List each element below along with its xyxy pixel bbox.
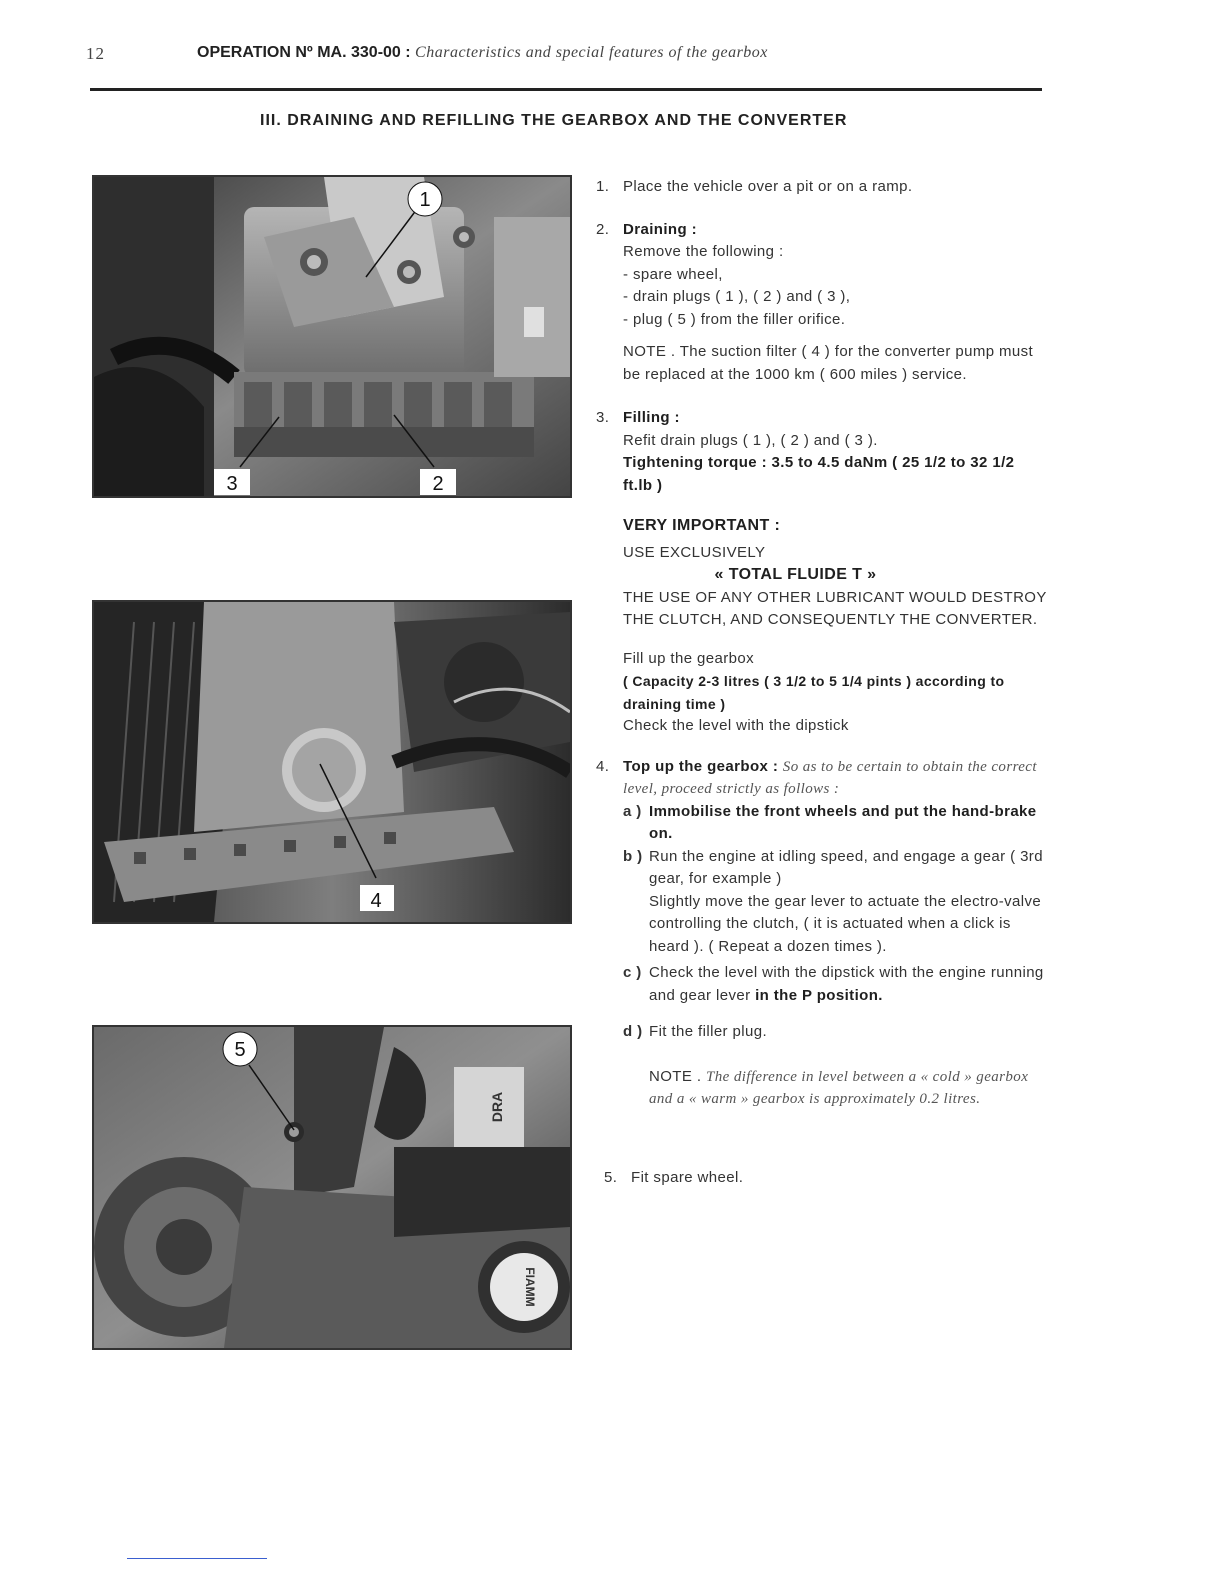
note: NOTE . The suction filter ( 4 ) for the converter pump must be replaced at the 1000 km ( 600 miles ) service.: [623, 343, 1034, 383]
step-2: [598, 219, 1048, 387]
header-rule: [90, 88, 1042, 91]
operation-number: OPERATION Nº MA. 330-00 :: [197, 44, 411, 61]
step-number: 2.: [596, 220, 610, 238]
capacity-text: ( Capacity 2-3 litres ( 3 1/2 to 5 1/4 pints ) according to draining time ): [623, 673, 1005, 712]
step-text: Refit drain plugs ( 1 ), ( 2 ) and ( 3 ).: [623, 431, 878, 449]
use-exclusively: USE EXCLUSIVELY: [623, 543, 766, 561]
step-title: Top up the gearbox :: [623, 757, 779, 775]
step-number: 1.: [596, 178, 610, 195]
list-item: - plug ( 5 ) from the filler orifice.: [623, 310, 846, 328]
note: [623, 1066, 1048, 1111]
footer-rule: [127, 1558, 267, 1559]
check-text: Check the level with the dipstick: [623, 717, 849, 734]
callout-5: 5: [234, 1039, 246, 1061]
sticker-text: DRA: [489, 1091, 505, 1123]
callout-3: 3: [226, 473, 238, 495]
page-number: 12: [86, 44, 105, 63]
figure-drain-plugs: [92, 175, 572, 498]
callout-4: 4: [370, 890, 382, 912]
step-4: [598, 756, 1048, 1111]
step-number: 5.: [604, 1168, 618, 1186]
operation-subtitle: Characteristics and special features of the gearbox: [415, 44, 768, 61]
figure-filler-plug: [92, 1025, 572, 1350]
step-number: 4.: [596, 757, 610, 775]
warning-text: THE USE OF ANY OTHER LUBRICANT WOULD DESTROY THE CLUTCH, AND CONSEQUENTLY THE CONVERTER.: [623, 588, 1047, 628]
badge-text: FIAMM: [523, 1267, 537, 1307]
step-5: [606, 1167, 1056, 1190]
substep-letter: c ): [623, 964, 642, 981]
substep-d: [623, 1021, 1048, 1044]
substep-c: [623, 962, 1048, 1007]
substep-a: [623, 801, 1048, 846]
note-text: The difference in level between a « cold » gearbox and a « warm » gearbox is approximately 0.2 litres.: [649, 1068, 1029, 1107]
step-intro: Remove the following :: [623, 243, 784, 260]
list-item: - drain plugs ( 1 ), ( 2 ) and ( 3 ),: [623, 288, 851, 305]
step-number: 3.: [596, 409, 610, 426]
substep-text: Check the level with the dipstick with the engine running and gear lever: [649, 964, 1044, 1004]
step-3: [598, 407, 1048, 738]
substep-text: Fit the filler plug.: [649, 1023, 768, 1040]
step-title: Draining :: [623, 220, 697, 238]
step-text: Place the vehicle over a pit or on a ramp.: [623, 178, 913, 195]
figure-suction-filter: [92, 600, 572, 924]
substep-letter: b ): [623, 847, 643, 865]
note-label: NOTE .: [649, 1067, 702, 1085]
step-text: Fit spare wheel.: [631, 1168, 744, 1186]
substep-text: Immobilise the front wheels and put the hand-brake on.: [649, 802, 1037, 842]
step-title-rest: So as to be certain to obtain the correct level, proceed strictly as follows :: [623, 758, 1037, 797]
procedure-text: [598, 176, 1048, 1189]
step-1: [598, 176, 1048, 199]
very-important-heading: VERY IMPORTANT :: [623, 517, 781, 534]
substep-text: Slightly move the gear lever to actuate the electro-valve controlling the clutch, ( it is actuated when a click is heard ). ( Repeat a dozen times ).: [649, 892, 1042, 955]
substep-letter: d ): [623, 1023, 643, 1040]
substep-b: [623, 846, 1048, 959]
torque-spec: Tightening torque : 3.5 to 4.5 daNm ( 25 1/2 to 32 1/2 ft.lb ): [623, 454, 1015, 494]
operation-header: [197, 44, 768, 62]
substep-letter: a ): [623, 802, 642, 820]
list-item: - spare wheel,: [623, 265, 723, 283]
fluid-name: « TOTAL FLUIDE T »: [714, 566, 877, 583]
step-title: Filling :: [623, 409, 680, 426]
callout-2: 2: [432, 473, 444, 495]
substep-text-bold: in the P position.: [755, 986, 883, 1004]
fill-text: Fill up the gearbox: [623, 649, 755, 667]
substep-text: Run the engine at idling speed, and engage a gear ( 3rd gear, for example ): [649, 847, 1043, 887]
section-title: III. DRAINING AND REFILLING THE GEARBOX AND THE CONVERTER: [260, 112, 848, 129]
callout-1: 1: [419, 189, 431, 211]
